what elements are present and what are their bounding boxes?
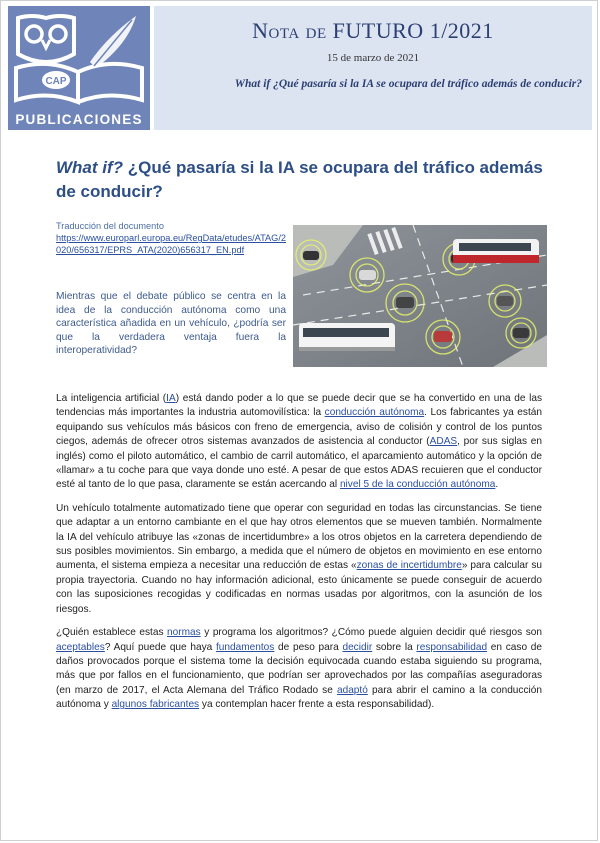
publication-title: Nota de FUTURO 1/2021 [252, 18, 494, 43]
link-responsabilidad[interactable]: responsabilidad [416, 641, 488, 653]
text-span: en caso de daños provocados porque el sistema tome la decisión equivocada cuando estaba siguiendo su programa, más que por fallos en el funcionamiento, que podrían ser aprovechados por las compañías aseguradoras (en marzo de 2017, el Acta Alemana del Tráfico Rodado se [56, 641, 542, 696]
link-ia[interactable]: IA [166, 393, 176, 404]
header [8, 6, 592, 130]
header-banner [154, 6, 592, 130]
link-nivel-5[interactable]: nivel 5 de la conducción autónoma [339, 479, 496, 491]
link-normas[interactable]: normas [167, 627, 201, 639]
text-span: ) está dando poder a lo que se puede decir que se ha convertido en una de las tendencias más importantes la industria automovilística: la [56, 393, 542, 419]
link-fundamentos[interactable]: fundamentos [215, 641, 275, 653]
text-span: y programa los algoritmos? ¿Cómo puede alguien decidir qué riesgos son [200, 627, 542, 639]
translation-label: Traducción del documento [56, 221, 164, 231]
logo-text: PUBLICACIONES [15, 112, 143, 127]
link-aceptables[interactable]: aceptables [56, 641, 105, 653]
link-adas[interactable]: ADAS [429, 436, 458, 448]
text-span: La inteligencia artificial ( [56, 393, 167, 404]
article-title-italic: What if? [56, 158, 124, 177]
text-span: para abrir el camino a la conducción autónoma y [56, 684, 542, 711]
body-paragraph-2 [56, 502, 542, 617]
link-algunos-fabricantes[interactable]: algunos fabricantes [111, 699, 200, 711]
translation-link[interactable]: https://www.europarl.europa.eu/RegData/etudes/ATAG/2020/656317/EPRS_ATA(2020)656317_EN.pdf [56, 233, 286, 256]
text-span: sobre la [372, 641, 417, 653]
link-conduccion-autonoma[interactable]: conducción autónoma [324, 407, 425, 419]
publication-date: 15 de marzo de 2021 [326, 52, 420, 64]
publication-subtitle: What if ¿Qué pasaría si la IA se ocupara del tráfico además de conducir? [234, 78, 582, 90]
autonomous-traffic-photo [293, 225, 547, 367]
text-span: Un vehículo totalmente automatizado tiene que operar con seguridad en todas las circunstancias. Se tiene que adaptar a un entorno cambiante en el que hay otros elementos que se mueven también. Normalmente la IA del vehículo atribuye las «zonas de incertidumbre» a los otros objetos en la carretera dependiendo de sus posibles movimientos. Sin embargo, a medida que el número de objetos en movimiento en ese entorno aumenta, el sistema empieza a necesitar una reducción de estas « [56, 502, 542, 572]
text-span: . Los fabricantes ya están equipando sus vehículos más básicos con freno de emergencia, aviso de colisión y control de los puntos ciegos, además de ofrecer otros sistemas avanzados de asistencia al conductor ( [56, 407, 543, 448]
owl-book-logo-icon [12, 10, 146, 106]
text-span: ? Aquí puede que haya [104, 641, 216, 653]
article-title [56, 156, 552, 204]
article-body [56, 392, 542, 722]
body-paragraph-1 [56, 392, 542, 493]
link-adapto[interactable]: adaptó [336, 684, 368, 696]
text-span: . [495, 479, 499, 491]
body-paragraph-3 [56, 626, 542, 712]
text-span: » para calcular su propia trayectoria. Cuando no hay información adicional, esto únicamente se puede conseguir de acuerdo con las suposiciones recogidas y codificadas en normas usadas por algoritmos, con la asunción de los riesgos. [56, 560, 542, 615]
text-span: de peso para [274, 641, 343, 653]
publisher-logo [8, 6, 150, 130]
text-span: ¿Quién establece estas [56, 627, 168, 639]
text-span: ya contemplan hacer frente a esta responsabilidad). [199, 699, 435, 711]
link-decidir[interactable]: decidir [342, 641, 373, 653]
logo-badge-text: CAP [45, 76, 67, 87]
translation-note [56, 220, 288, 257]
link-zonas-incertidumbre[interactable]: zonas de incertidumbre [356, 560, 462, 572]
text-span: , por sus siglas en inglés) como el piloto automático, el cambio de carril automático, el aparcamiento automático y la opción de «llamar» a tu coche para que vaya donde uno esté. A pesar de que estos ADAS recuieren que el conductor esté al tanto de lo que pasa, claramente se están acercando al [56, 436, 542, 491]
lead-paragraph: Mientras que el debate público se centra en la idea de la conducción autónoma como una característica añadida en un vehículo, ¿podría ser que la verdadera ventaja fuera la interoperatividad? [56, 291, 286, 357]
article-title-rest: ¿Qué pasaría si la IA se ocupara del tráfico además de conducir? [56, 158, 543, 201]
